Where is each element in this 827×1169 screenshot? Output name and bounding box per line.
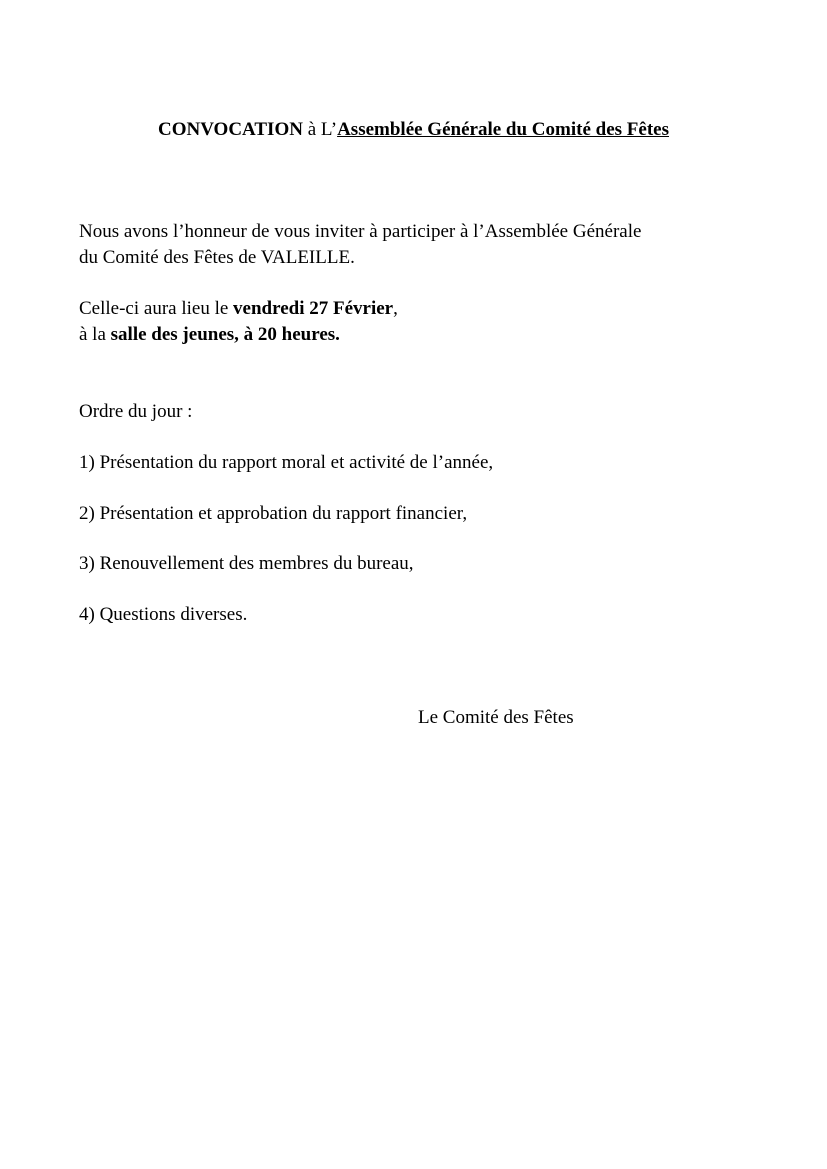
intro-line-2: du Comité des Fêtes de VALEILLE.	[79, 247, 355, 268]
agenda-item: 3) Renouvellement des membres du bureau,	[79, 553, 414, 574]
meeting-place-prefix: à la	[79, 324, 111, 345]
agenda-item: 2) Présentation et approbation du rapport financier,	[79, 503, 468, 524]
agenda-item: 1) Présentation du rapport moral et activité de l’année,	[79, 452, 494, 473]
intro-line-1: Nous avons l’honneur de vous inviter à participer à l’Assemblée Générale	[79, 221, 642, 242]
meeting-place-time: salle des jeunes, à 20 heures.	[110, 324, 340, 345]
title-convocation: CONVOCATION	[158, 119, 303, 140]
meeting-date-suffix: ,	[393, 298, 398, 319]
agenda-heading: Ordre du jour :	[79, 401, 193, 422]
meeting-date-prefix: Celle-ci aura lieu le	[79, 298, 234, 319]
agenda-item: 4) Questions diverses.	[79, 604, 248, 625]
signature: Le Comité des Fêtes	[418, 707, 574, 728]
meeting-date: vendredi 27 Février	[233, 298, 394, 319]
meeting-date-line	[79, 296, 398, 322]
title-connector: à L’	[302, 119, 338, 140]
title-assembly-name: Assemblée Générale du Comité des Fêtes	[337, 119, 669, 140]
meeting-place-line	[79, 322, 340, 348]
document-title	[0, 117, 827, 143]
